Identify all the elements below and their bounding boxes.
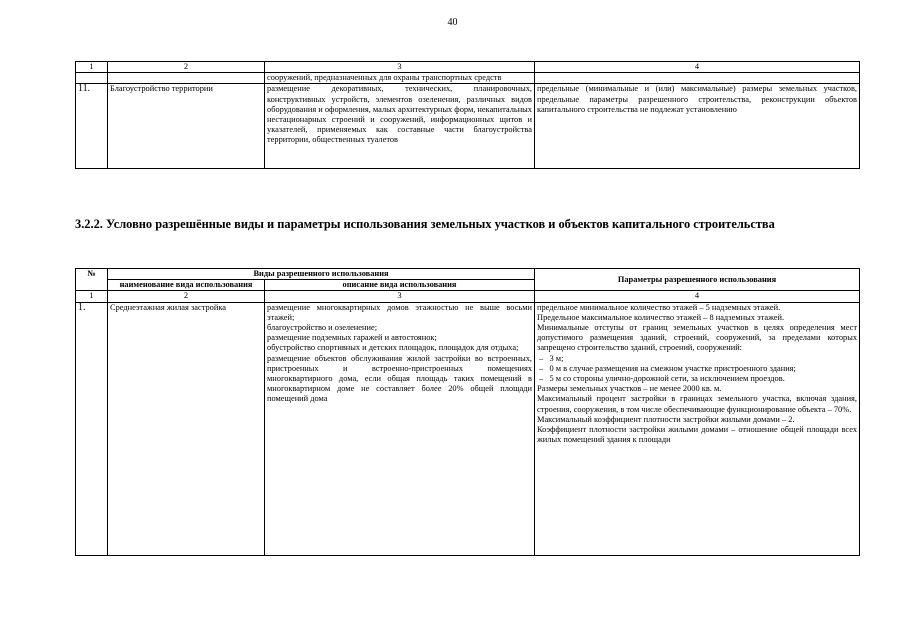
description-line: размещение объектов обслуживания жилой застройки во встроенных, пристроенных и встроенно-пристроенных помещениях многоквартирного дома, если общая площадь таких помещений в многоквартирном доме не составляет более 20% общей площади помещений дома xyxy=(267,353,533,404)
continuation-description: сооружений, предназначенных для охраны транспортных средств xyxy=(265,73,535,84)
page-number: 40 xyxy=(447,17,458,28)
param-max-floors: Предельное максимальное количество этажей – 8 надземных этажей. xyxy=(537,312,785,322)
param-min-floors: предельное минимальное количество этажей – 5 надземных этажей. xyxy=(537,302,781,312)
col-number-4: 4 xyxy=(535,291,860,302)
param-coverage: Максимальный процент застройки в границах земельного участка, включая здания, строения, сооружения, в том числе обеспечивающие функционирование объекта – 70%. xyxy=(537,394,858,414)
param-setbacks: Минимальные отступы от границ земельных участков в целях определения мест допустимого размещения зданий, строений, сооружений, за пределами которых запрещено строительство зданий, строений, сооружений: xyxy=(537,323,858,353)
header-group: Виды разрешенного использования xyxy=(108,269,535,280)
table-row-11 xyxy=(76,84,860,169)
col-number-2: 2 xyxy=(108,291,265,302)
description-line: размещение многоквартирных домов этажностью не выше восьми этажей; xyxy=(267,302,533,322)
param-plot-size: Размеры земельных участков – не менее 2000 кв. м. xyxy=(537,384,722,394)
table-header-row-1 xyxy=(76,269,860,280)
header-description: описание вида использования xyxy=(265,280,535,291)
col-number-3: 3 xyxy=(265,62,535,73)
col-number-2: 2 xyxy=(108,62,265,73)
setback-item: – 5 м со стороны улично-дорожной сети, за исключением проездов. xyxy=(539,374,785,384)
row-number: 11. xyxy=(76,84,108,169)
table-row-continuation xyxy=(76,73,860,84)
use-type-name: Благоустройство территории xyxy=(108,84,265,169)
header-number: № xyxy=(76,269,108,291)
description-line: обустройство спортивных и детских площадок, площадок для отдыха; xyxy=(267,343,519,353)
use-type-description xyxy=(265,302,535,555)
table-row-column-numbers xyxy=(76,62,860,73)
use-type-name: Среднеэтажная жилая застройка xyxy=(108,302,265,555)
use-type-description: размещение декоративных, технических, планировочных, конструктивных устройств, элементов озеленения, различных видов оборудования и оформления, малых архитектурных форм, некапитальных нестационарных строений и сооружений, информационных щитов и указателей, применяемых как составные части благоустройства территории, общественных туалетов xyxy=(265,84,535,169)
table-row-1 xyxy=(76,302,860,555)
col-number-1: 1 xyxy=(76,291,108,302)
col-number-3: 3 xyxy=(265,291,535,302)
description-line: размещение подземных гаражей и автостоянок; xyxy=(267,333,437,343)
col-number-1: 1 xyxy=(76,62,108,73)
setback-item: – 0 м в случае размещения на смежном участке пристроенного здания; xyxy=(539,363,796,373)
description-line: благоустройство и озеленение; xyxy=(267,323,378,333)
param-density-def: Коэффициент плотности застройки жилыми домами – отношение общей площади всех жилых помещений здания к площади xyxy=(537,425,858,445)
table-continuation xyxy=(75,61,860,169)
setback-item: – 3 м; xyxy=(539,353,564,363)
section-title: 3.2.2. Условно разрешённые виды и параметры использования земельных участков и объектов капитального строительства xyxy=(75,217,775,231)
use-type-parameters: предельные (минимальные и (или) максимальные) размеры земельных участков, предельные параметры разрешенного строительства, реконструкции объектов капитального строительства не подлежат установлению xyxy=(535,84,860,169)
table-conditional-uses xyxy=(75,268,860,556)
param-density-max: Максимальный коэффициент плотности застройки жилыми домами – 2. xyxy=(537,414,795,424)
use-type-parameters xyxy=(535,302,860,555)
row-number: 1. xyxy=(76,302,108,555)
header-name: наименование вида использования xyxy=(108,280,265,291)
col-number-4: 4 xyxy=(535,62,860,73)
table-row-column-numbers xyxy=(76,291,860,302)
header-parameters: Параметры разрешенного использования xyxy=(535,269,860,291)
